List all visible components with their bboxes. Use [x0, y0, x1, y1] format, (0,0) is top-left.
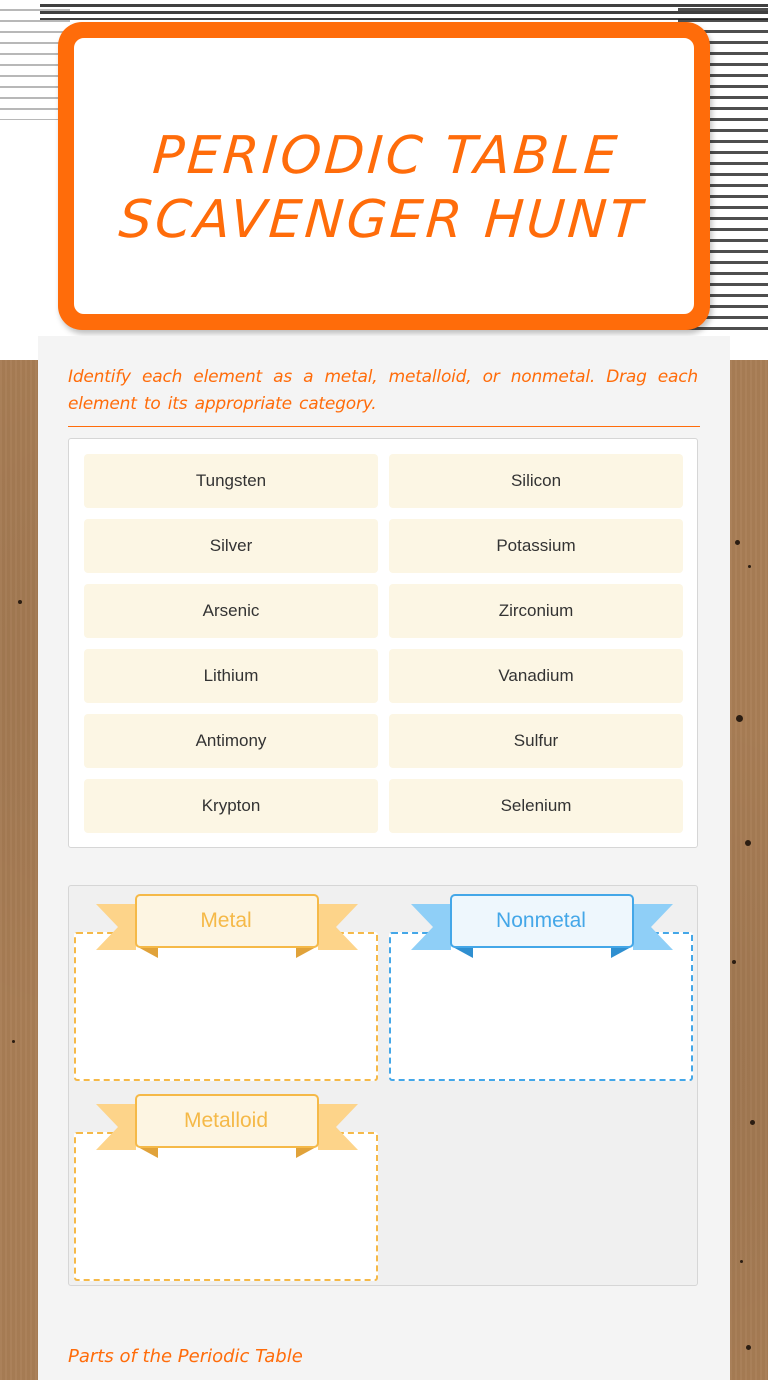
element-chip-tungsten[interactable]: Tungsten [84, 454, 378, 508]
element-chip-lithium[interactable]: Lithium [84, 649, 378, 703]
instructions-text: Identify each element as a metal, metalloid, or nonmetal. Drag each element to its appropriate category. [68, 367, 698, 414]
category-label-metalloid: Metalloid [183, 1109, 269, 1132]
element-chip-silver[interactable]: Silver [84, 519, 378, 573]
speck [745, 840, 751, 846]
category-drop-area [68, 885, 698, 1286]
element-chip-arsenic[interactable]: Arsenic [84, 584, 378, 638]
speck [735, 540, 740, 545]
speck [18, 600, 22, 604]
speck [736, 715, 743, 722]
element-chip-silicon[interactable]: Silicon [389, 454, 683, 508]
title-card-inner [72, 36, 696, 316]
speck [746, 1345, 751, 1350]
speck [740, 1260, 743, 1263]
element-chip-krypton[interactable]: Krypton [84, 779, 378, 833]
element-chip-antimony[interactable]: Antimony [84, 714, 378, 768]
element-chip-zirconium[interactable]: Zirconium [389, 584, 683, 638]
instructions-divider [68, 426, 700, 427]
ribbon-metal [96, 894, 358, 960]
speck [732, 960, 736, 964]
speck [750, 1120, 755, 1125]
element-chip-vanadium[interactable]: Vanadium [389, 649, 683, 703]
section-title-parts: Parts of the Periodic Table [68, 1346, 303, 1367]
element-chip-sulfur[interactable]: Sulfur [389, 714, 683, 768]
category-label-nonmetal: Nonmetal [496, 909, 586, 932]
page-title-line-2: SCAVENGER HUNT [117, 190, 647, 250]
ribbon-metalloid [96, 1094, 358, 1160]
element-chip-selenium[interactable]: Selenium [389, 779, 683, 833]
category-label-metal: Metal [200, 909, 252, 932]
sketch-stripes-top [40, 0, 768, 20]
element-chip-potassium[interactable]: Potassium [389, 519, 683, 573]
speck [12, 1040, 15, 1043]
speck [748, 565, 751, 568]
ribbon-nonmetal [411, 894, 673, 960]
element-bank [68, 438, 698, 848]
title-card [58, 22, 710, 330]
page-title-line-1: PERIODIC TABLE [150, 126, 622, 186]
page-title [70, 124, 699, 252]
activity-panel [38, 336, 730, 1380]
